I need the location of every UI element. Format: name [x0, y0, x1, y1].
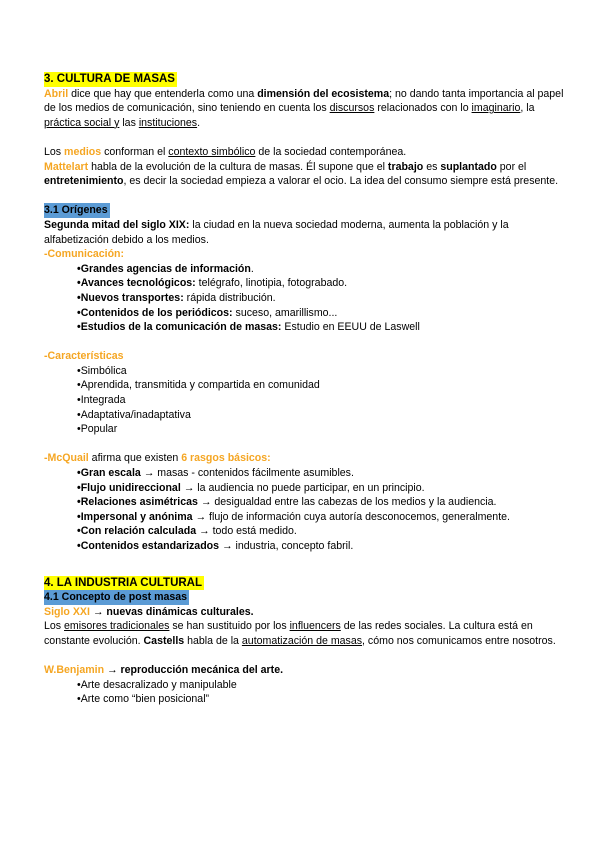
- section-title-3: 3. CULTURA DE MASAS: [44, 73, 175, 85]
- paragraph-abril: Abril dice que hay que entenderla como una dimensión del ecosistema; no dando tanta importancia al papel de los medios de comunicación, sino teniendo en cuenta los discursos relacionados con lo imaginario, la práctica social y las instituciones.: [44, 87, 564, 129]
- label-comunicacion: -Comunicación:: [44, 248, 125, 261]
- line-siglo-xxi: Siglo XXI → nuevas dinámicas culturales.: [44, 605, 254, 618]
- paragraph-mcquail: -McQuail afirma que existen 6 rasgos básicos:: [44, 452, 271, 465]
- list-item: •Simbólica: [77, 364, 127, 377]
- list-item: •Relaciones asimétricas → desigualdad entre las cabezas de los medios y la audiencia.: [77, 496, 497, 509]
- section-title-4-1: 4.1 Concepto de post masas: [44, 591, 188, 604]
- paragraph-siglo-xix: Segunda mitad del siglo XIX: la ciudad en la nueva sociedad moderna, aumenta la población y la alfabetización debido a los medios.: [44, 218, 509, 246]
- line-benjamin: W.Benjamin → reproducción mecánica del arte.: [44, 664, 284, 677]
- list-item: •Estudios de la comunicación de masas: Estudio en EEUU de Laswell: [77, 321, 420, 334]
- list-item: •Arte desacralizado y manipulable: [77, 678, 237, 691]
- paragraph-mattelart: Mattelart habla de la evolución de la cultura de masas. Él supone que el trabajo es suplantado por el entretenimiento, es decir la sociedad empieza a valorar el ocio. La idea del consumo siempre está presente.: [44, 160, 559, 188]
- list-item: •Gran escala → masas - contenidos fácilmente asumibles.: [77, 467, 354, 480]
- list-item: •Nuevos transportes: rápida distribución.: [77, 291, 276, 304]
- list-item: •Impersonal y anónima → flujo de información cuya autoría desconocemos, generalmente.: [77, 510, 510, 523]
- list-item: •Con relación calculada → todo está medido.: [77, 525, 297, 538]
- list-item: •Arte como “bien posicional”: [77, 693, 210, 706]
- list-item: •Flujo unidireccional → la audiencia no puede participar, en un principio.: [77, 481, 425, 494]
- document-page: [44, 72, 564, 707]
- section-title-3-1: 3.1 Orígenes: [44, 204, 108, 217]
- paragraph-medios: Los medios conforman el contexto simbólico de la sociedad contemporánea.: [44, 145, 407, 158]
- list-item: •Avances tecnológicos: telégrafo, linotipia, fotograbado.: [77, 277, 348, 290]
- list-item: •Aprendida, transmitida y compartida en comunidad: [77, 379, 320, 392]
- list-item: •Integrada: [77, 394, 126, 407]
- paragraph-emisores: Los emisores tradicionales se han sustituido por los influencers de las redes sociales. La cultura está en constante evolución. Castells habla de la automatización de masas, cómo nos comunicamos entre nosotros.: [44, 620, 556, 647]
- list-item: •Adaptativa/inadaptativa: [77, 408, 191, 421]
- list-item: •Contenidos de los periódicos: suceso, amarillismo...: [77, 306, 338, 319]
- list-item: •Grandes agencias de información.: [77, 262, 254, 275]
- list-item: •Contenidos estandarizados → industria, concepto fabril.: [77, 540, 354, 552]
- list-item: •Popular: [77, 423, 118, 436]
- section-title-4: 4. LA INDUSTRIA CULTURAL: [44, 576, 203, 589]
- label-caracteristicas: -Características: [44, 350, 124, 363]
